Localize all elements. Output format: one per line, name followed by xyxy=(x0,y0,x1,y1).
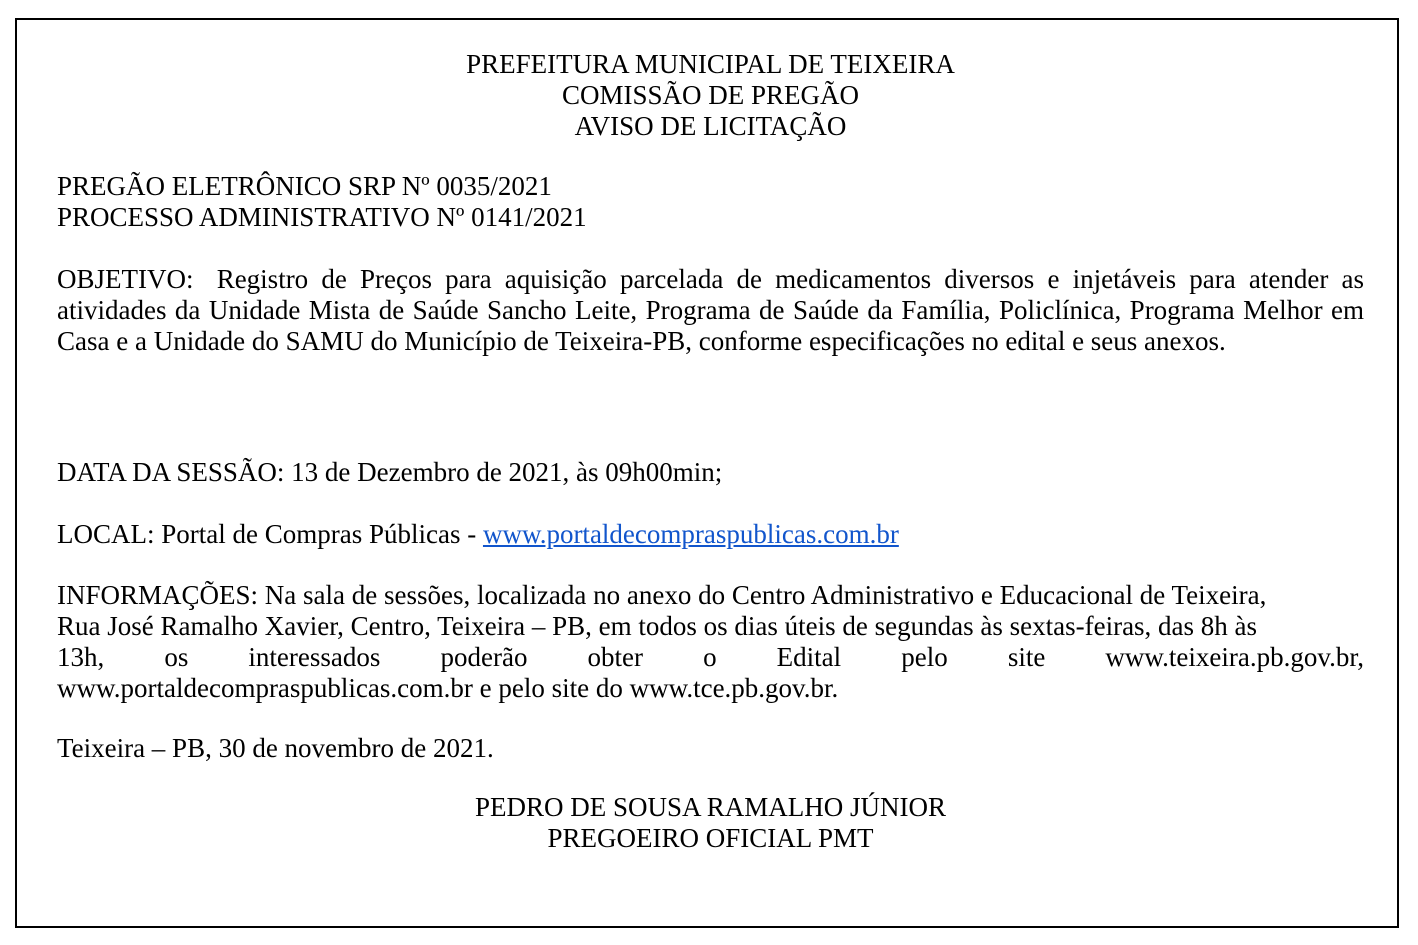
portal-link[interactable]: www.portaldecompraspublicas.com.br xyxy=(482,519,899,549)
header-notice-title: AVISO DE LICITAÇÃO xyxy=(574,111,847,141)
informacoes-line-4: www.portaldecompraspublicas.com.br e pelo site do www.tce.pb.gov.br. xyxy=(57,673,839,703)
place-date xyxy=(57,733,1364,764)
informacoes-line-1: INFORMAÇÕES: Na sala de sessões, localizada no anexo do Centro Administrativo e Educacional de Teixeira, xyxy=(57,580,1267,610)
signature-block xyxy=(57,792,1364,854)
signatory-name: PEDRO DE SOUSA RAMALHO JÚNIOR xyxy=(474,792,947,822)
header-municipality: PREFEITURA MUNICIPAL DE TEIXEIRA xyxy=(466,49,955,79)
objetivo-paragraph xyxy=(57,264,1364,357)
informacoes-line-3: 13h, os interessados poderão obter o Edital pelo site www.teixeira.pb.gov.br, xyxy=(57,642,1364,672)
header-commission: COMISSÃO DE PREGÃO xyxy=(561,80,860,110)
session-date xyxy=(57,457,1364,488)
objetivo-label: OBJETIVO: xyxy=(57,264,194,294)
process-identifiers xyxy=(57,171,1364,233)
processo-number: PROCESSO ADMINISTRATIVO Nº 0141/2021 xyxy=(57,202,587,232)
place-date-text: Teixeira – PB, 30 de novembro de 2021. xyxy=(57,733,494,763)
signatory-role: PREGOEIRO OFICIAL PMT xyxy=(547,823,874,853)
pregao-number: PREGÃO ELETRÔNICO SRP Nº 0035/2021 xyxy=(57,171,552,201)
informacoes-paragraph xyxy=(57,580,1364,704)
location-text: LOCAL: Portal de Compras Públicas - xyxy=(57,519,483,549)
session-location xyxy=(57,519,1364,550)
informacoes-line-2: Rua José Ramalho Xavier, Centro, Teixeira – PB, em todos os dias úteis de segundas às sextas-feiras, das 8h às xyxy=(57,611,1258,641)
objetivo-text: Registro de Preços para aquisição parcelada de medicamentos diversos e injetáveis para atender as atividades da Unidade Mista de Saúde Sancho Leite, Programa de Saúde da Família, Policlínica, Programa Melhor em Casa e a Unidade do SAMU do Município de Teixeira-PB, conforme especificações no edital e seus anexos. xyxy=(57,264,1365,356)
notice-header xyxy=(57,49,1364,142)
session-date-text: DATA DA SESSÃO: 13 de Dezembro de 2021, às 09h00min; xyxy=(57,457,723,487)
